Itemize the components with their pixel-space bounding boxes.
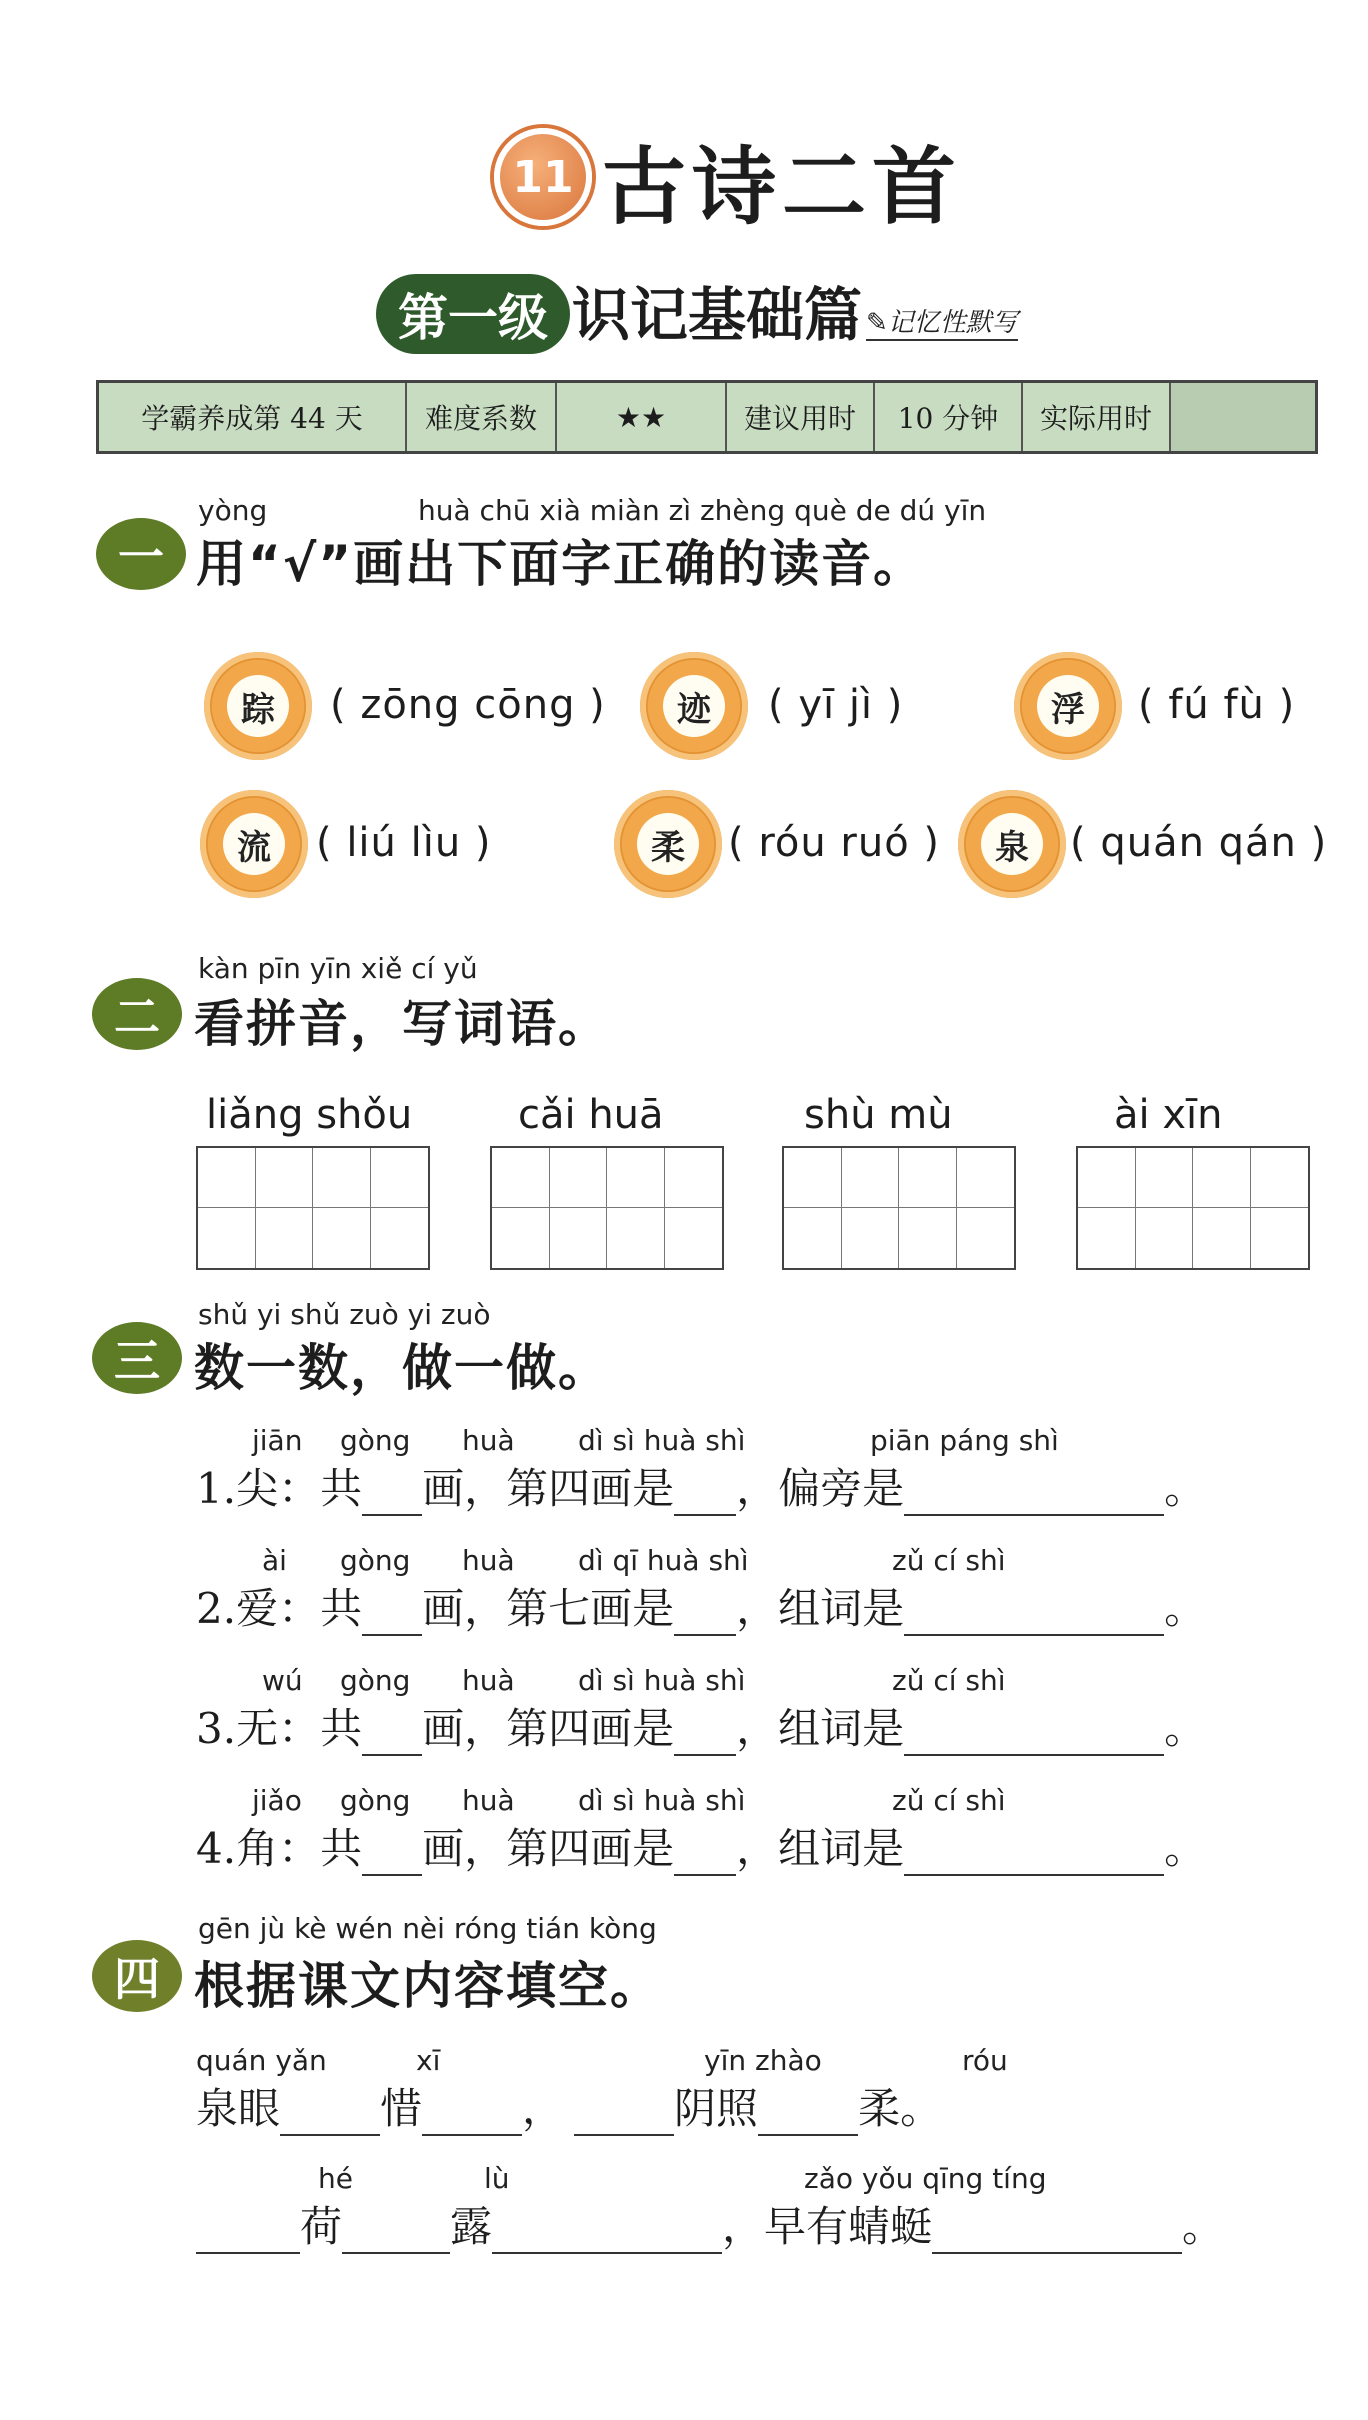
section2-pinyin: kàn pīn yīn xiě cí yǔ xyxy=(198,952,478,985)
poem1-text-b: 惜 xyxy=(380,2084,423,2133)
row1-line xyxy=(196,1456,1206,1516)
flower-char-5 xyxy=(614,790,722,898)
row3-char: 无 xyxy=(236,1704,279,1753)
poem2-py-c: zǎo yǒu qīng tíng xyxy=(804,2162,1047,2195)
row4-num: 4. xyxy=(196,1824,237,1873)
row2-blank-stroke[interactable] xyxy=(674,1592,736,1636)
writing-grid-2[interactable] xyxy=(490,1146,724,1270)
section1-badge: 一 xyxy=(96,518,186,590)
row1-blank-strokes[interactable] xyxy=(362,1472,422,1516)
char-2: 迹 xyxy=(663,675,725,737)
row1-text-b: 画，第四画是 xyxy=(422,1464,675,1513)
row1-py-gong: gòng xyxy=(340,1424,411,1457)
row4-py-gong: gòng xyxy=(340,1784,411,1817)
row2-py-char: ài xyxy=(262,1544,287,1577)
poem1-text-a: 泉眼 xyxy=(196,2084,281,2133)
row3-text-b: 画，第四画是 xyxy=(422,1704,675,1753)
info-day: 学霸养成第 44 天 xyxy=(99,383,407,451)
word-pinyin-2: cǎi huā xyxy=(518,1092,664,1138)
level-title: 识记基础篇 xyxy=(572,281,863,349)
row2-text-a: ：共 xyxy=(278,1584,363,1633)
row4-text-b: 画，第四画是 xyxy=(422,1824,675,1873)
lesson-number-badge xyxy=(494,128,592,226)
poem1-py-a: quán yǎn xyxy=(196,2044,327,2077)
poem1-blank-2[interactable] xyxy=(422,2092,522,2136)
row4-py-di: dì sì huà shì xyxy=(578,1784,746,1817)
row1-text-a: ：共 xyxy=(278,1464,363,1513)
word-pinyin-4: ài xīn xyxy=(1114,1092,1223,1138)
pen-icon: ✎ xyxy=(866,308,888,338)
level-note xyxy=(866,302,1018,341)
options-2[interactable]: ( yī jì ) xyxy=(768,682,904,728)
poem-line-1 xyxy=(196,2076,942,2136)
section4-pinyin: gēn jù kè wén nèi róng tián kòng xyxy=(198,1912,657,1945)
section3-pinyin: shǔ yi shǔ zuò yi zuò xyxy=(198,1298,491,1331)
row4-char: 角 xyxy=(236,1824,279,1873)
options-6[interactable]: ( quán qán ) xyxy=(1070,820,1328,866)
row2-text-c: ，组词是 xyxy=(736,1584,905,1633)
flower-char-3 xyxy=(1014,652,1122,760)
row2-text-d: 。 xyxy=(1164,1584,1207,1633)
row3-num: 3. xyxy=(196,1704,237,1753)
poem2-py-b: lù xyxy=(484,2162,510,2195)
poem2-blank-3[interactable] xyxy=(492,2210,722,2254)
row2-py-tail: zǔ cí shì xyxy=(892,1544,1006,1577)
flower-char-1 xyxy=(204,652,312,760)
row3-text-a: ：共 xyxy=(278,1704,363,1753)
row2-py-gong: gòng xyxy=(340,1544,411,1577)
poem1-text-d: 阴照 xyxy=(674,2084,759,2133)
poem2-text-a: 荷 xyxy=(300,2202,343,2251)
section1-pinyin-a: yòng xyxy=(198,494,268,527)
row1-text-c: ，偏旁是 xyxy=(736,1464,905,1513)
row1-blank-stroke[interactable] xyxy=(674,1472,736,1516)
row2-py-di: dì qī huà shì xyxy=(578,1544,749,1577)
section1-pinyin-b: huà chū xià miàn zì zhèng què de dú yīn xyxy=(418,494,987,527)
flower-char-4 xyxy=(200,790,308,898)
page-title: 古诗二首 xyxy=(602,138,963,236)
char-5: 柔 xyxy=(637,813,699,875)
row4-text-a: ：共 xyxy=(278,1824,363,1873)
row4-blank-answer[interactable] xyxy=(904,1832,1164,1876)
row4-line xyxy=(196,1816,1206,1876)
poem2-py-a: hé xyxy=(318,2162,353,2195)
row2-line xyxy=(196,1576,1206,1636)
row4-text-c: ，组词是 xyxy=(736,1824,905,1873)
row3-blank-strokes[interactable] xyxy=(362,1712,422,1756)
row4-py-tail: zǔ cí shì xyxy=(892,1784,1006,1817)
row1-py-char: jiān xyxy=(252,1424,303,1457)
poem2-text-d: 。 xyxy=(1182,2202,1225,2251)
info-suggest-value: 10 分钟 xyxy=(875,383,1023,451)
row2-num: 2. xyxy=(196,1584,237,1633)
row1-num: 1. xyxy=(196,1464,237,1513)
char-4: 流 xyxy=(223,813,285,875)
section2-badge: 二 xyxy=(92,978,182,1050)
row4-blank-stroke[interactable] xyxy=(674,1832,736,1876)
writing-grid-3[interactable] xyxy=(782,1146,1016,1270)
poem1-blank-3[interactable] xyxy=(574,2092,674,2136)
row1-py-hua: huà xyxy=(462,1424,515,1457)
poem1-blank-1[interactable] xyxy=(280,2092,380,2136)
word-pinyin-3: shù mù xyxy=(804,1092,953,1138)
poem2-blank-2[interactable] xyxy=(342,2210,450,2254)
word-pinyin-1: liǎng shǒu xyxy=(206,1092,413,1138)
info-suggest-label: 建议用时 xyxy=(727,383,875,451)
section1-title: 用“√”画出下面字正确的读音。 xyxy=(196,535,926,593)
poem1-blank-4[interactable] xyxy=(758,2092,858,2136)
row2-py-hua: huà xyxy=(462,1544,515,1577)
row4-py-char: jiǎo xyxy=(252,1784,302,1817)
writing-grid-1[interactable] xyxy=(196,1146,430,1270)
writing-grid-4[interactable] xyxy=(1076,1146,1310,1270)
row2-blank-strokes[interactable] xyxy=(362,1592,422,1636)
section2-title: 看拼音，写词语。 xyxy=(194,995,610,1053)
row4-py-hua: huà xyxy=(462,1784,515,1817)
section4-badge: 四 xyxy=(92,1940,182,2012)
section3-title: 数一数，做一做。 xyxy=(194,1339,610,1397)
row3-text-c: ，组词是 xyxy=(736,1704,905,1753)
flower-char-6 xyxy=(958,790,1066,898)
poem1-py-c: yīn zhào xyxy=(704,2044,822,2077)
lesson-number: 11 xyxy=(512,151,574,203)
row3-text-d: 。 xyxy=(1164,1704,1207,1753)
poem2-blank-1[interactable] xyxy=(196,2210,300,2254)
options-1[interactable]: ( zōng cōng ) xyxy=(330,682,606,728)
row4-text-d: 。 xyxy=(1164,1824,1207,1873)
row3-py-char: wú xyxy=(262,1664,303,1697)
info-difficulty-stars: ★★ xyxy=(557,383,727,451)
row1-blank-answer[interactable] xyxy=(904,1472,1164,1516)
level-pill: 第一级 xyxy=(376,274,570,354)
poem1-py-d: róu xyxy=(962,2044,1008,2077)
row2-text-b: 画，第七画是 xyxy=(422,1584,675,1633)
char-3: 浮 xyxy=(1037,675,1099,737)
flower-char-2 xyxy=(640,652,748,760)
row2-char: 爱 xyxy=(236,1584,279,1633)
options-5[interactable]: ( róu ruó ) xyxy=(728,820,941,866)
row3-py-tail: zǔ cí shì xyxy=(892,1664,1006,1697)
row3-py-di: dì sì huà shì xyxy=(578,1664,746,1697)
section3-badge: 三 xyxy=(92,1322,182,1394)
poem2-blank-4[interactable] xyxy=(932,2210,1182,2254)
char-6: 泉 xyxy=(981,813,1043,875)
info-bar xyxy=(96,380,1318,454)
options-4[interactable]: ( liú lìu ) xyxy=(316,820,492,866)
poem1-text-c: ， xyxy=(522,2084,565,2133)
poem2-text-c: ，早有蜻蜓 xyxy=(722,2202,933,2251)
info-actual-label: 实际用时 xyxy=(1023,383,1171,451)
row4-blank-strokes[interactable] xyxy=(362,1832,422,1876)
poem1-py-b: xī xyxy=(416,2044,441,2077)
info-difficulty-label: 难度系数 xyxy=(407,383,557,451)
row1-py-tail: piān páng shì xyxy=(870,1424,1059,1457)
section4-title: 根据课文内容填空。 xyxy=(194,1957,662,2015)
poem2-text-b: 露 xyxy=(450,2202,493,2251)
row2-blank-answer[interactable] xyxy=(904,1592,1164,1636)
poem1-text-e: 柔。 xyxy=(858,2084,943,2133)
level-note-text: 记忆性默写 xyxy=(887,308,1018,338)
row1-text-d: 。 xyxy=(1164,1464,1207,1513)
row3-py-gong: gòng xyxy=(340,1664,411,1697)
row1-py-di: dì sì huà shì xyxy=(578,1424,746,1457)
poem-line-2 xyxy=(196,2194,1224,2254)
info-actual-value[interactable] xyxy=(1171,383,1315,451)
row1-char: 尖 xyxy=(236,1464,279,1513)
char-1: 踪 xyxy=(227,675,289,737)
options-3[interactable]: ( fú fù ) xyxy=(1138,682,1296,728)
row3-py-hua: huà xyxy=(462,1664,515,1697)
row3-blank-answer[interactable] xyxy=(904,1712,1164,1756)
row3-blank-stroke[interactable] xyxy=(674,1712,736,1756)
row3-line xyxy=(196,1696,1206,1756)
